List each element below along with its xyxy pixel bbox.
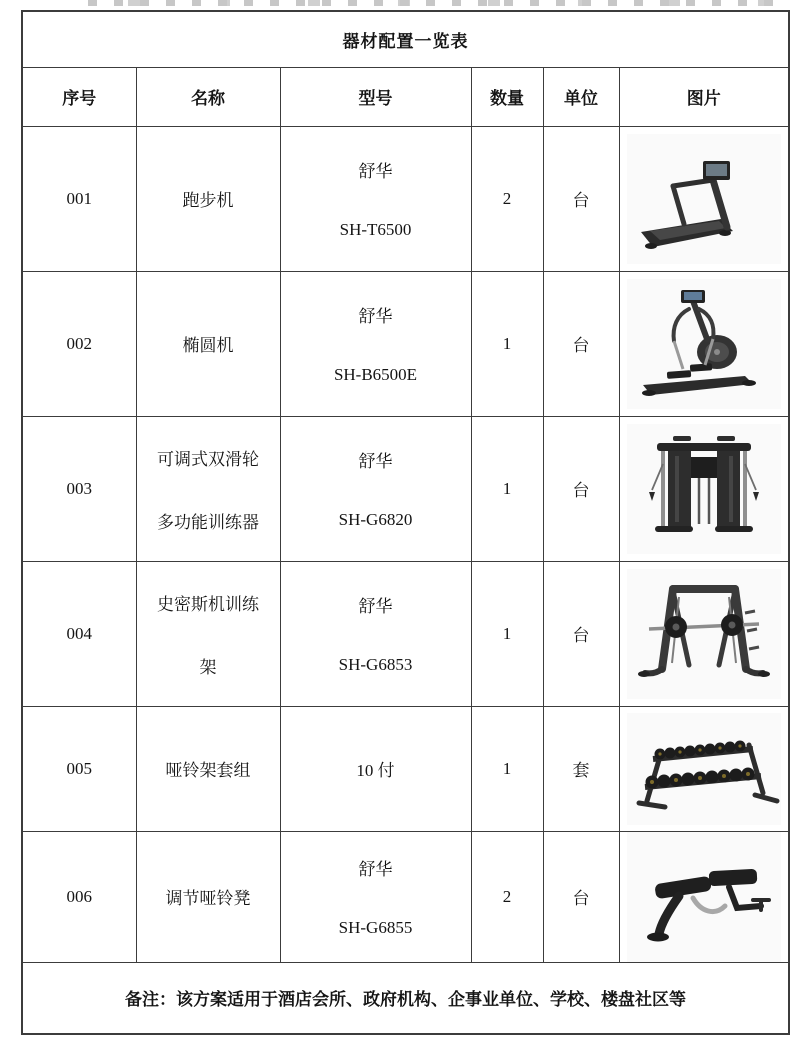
cell-name: 史密斯机训练 架 <box>136 561 280 706</box>
note-text: 备注：该方案适用于酒店会所、政府机构、企事业单位、学校、楼盘社区等 <box>22 962 789 1034</box>
cell-qty: 2 <box>471 126 543 271</box>
page-title: 器材配置一览表 <box>22 11 789 67</box>
equipment-config-table <box>21 10 790 1035</box>
table-row <box>22 271 789 416</box>
cell-photo <box>619 706 789 831</box>
cell-unit: 台 <box>543 271 619 416</box>
col-header-no: 序号 <box>22 67 136 126</box>
cell-name: 跑步机 <box>136 126 280 271</box>
cell-name: 椭圆机 <box>136 271 280 416</box>
cell-no: 005 <box>22 706 136 831</box>
cell-photo <box>619 831 789 962</box>
cell-photo <box>619 126 789 271</box>
cell-qty: 2 <box>471 831 543 962</box>
cell-unit: 套 <box>543 706 619 831</box>
cell-no: 002 <box>22 271 136 416</box>
clipped-text-fragment <box>88 0 778 6</box>
cell-model: 舒华 SH-G6855 <box>280 831 471 962</box>
col-header-model: 型号 <box>280 67 471 126</box>
table-row <box>22 416 789 561</box>
cell-unit: 台 <box>543 561 619 706</box>
elliptical-image <box>627 279 781 409</box>
cell-qty: 1 <box>471 561 543 706</box>
col-header-unit: 单位 <box>543 67 619 126</box>
dumbbell-rack-image <box>627 713 781 825</box>
cell-qty: 1 <box>471 271 543 416</box>
adjustable-bench-image <box>627 832 781 962</box>
cell-unit: 台 <box>543 831 619 962</box>
header-row <box>22 67 789 126</box>
cell-photo <box>619 271 789 416</box>
cell-name: 调节哑铃凳 <box>136 831 280 962</box>
cell-no: 006 <box>22 831 136 962</box>
treadmill-image <box>627 134 781 264</box>
col-header-name: 名称 <box>136 67 280 126</box>
cell-unit: 台 <box>543 126 619 271</box>
cell-model: 舒华 SH-B6500E <box>280 271 471 416</box>
col-header-photo: 图片 <box>619 67 789 126</box>
note-row <box>22 962 789 1034</box>
cell-photo <box>619 561 789 706</box>
col-header-qty: 数量 <box>471 67 543 126</box>
cell-unit: 台 <box>543 416 619 561</box>
functional-trainer-image <box>627 424 781 554</box>
cell-no: 003 <box>22 416 136 561</box>
table-row <box>22 561 789 706</box>
table-row <box>22 831 789 962</box>
table-row <box>22 706 789 831</box>
cell-model: 10 付 <box>280 706 471 831</box>
table-row <box>22 126 789 271</box>
cell-model: 舒华 SH-G6853 <box>280 561 471 706</box>
cell-no: 004 <box>22 561 136 706</box>
cell-model: 舒华 SH-G6820 <box>280 416 471 561</box>
cell-qty: 1 <box>471 416 543 561</box>
cell-model: 舒华 SH-T6500 <box>280 126 471 271</box>
cell-no: 001 <box>22 126 136 271</box>
cell-name: 哑铃架套组 <box>136 706 280 831</box>
cell-qty: 1 <box>471 706 543 831</box>
smith-machine-image <box>627 569 781 699</box>
cell-name: 可调式双滑轮 多功能训练器 <box>136 416 280 561</box>
title-row <box>22 11 789 67</box>
cell-photo <box>619 416 789 561</box>
